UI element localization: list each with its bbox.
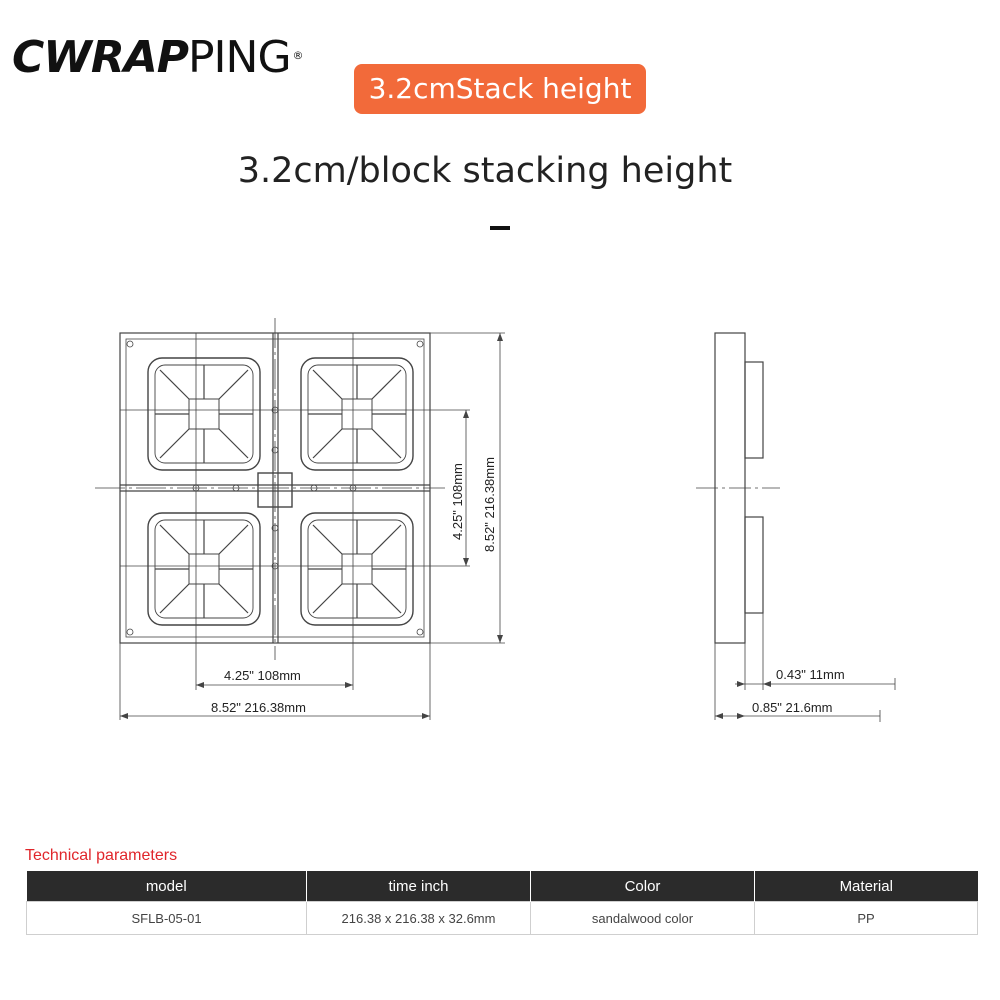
table-header-row <box>27 871 978 902</box>
stack-height-badge: 3.2cmStack height <box>354 64 646 114</box>
header-model: model <box>27 871 307 902</box>
header-time-inch: time inch <box>307 871 531 902</box>
side-view-foot-bottom <box>745 517 763 613</box>
cell-size: 216.38 x 216.38 x 32.6mm <box>307 902 531 935</box>
cell-color: sandalwood color <box>531 902 755 935</box>
logo-bold-text: CWRAP <box>12 32 189 83</box>
dim-label-bottom-outer: 8.52" 216.38mm <box>211 700 306 715</box>
pad-bottom-right <box>301 513 413 625</box>
side-view-foot-top <box>745 362 763 458</box>
pad-top-right <box>301 358 413 470</box>
cell-model: SFLB-05-01 <box>27 902 307 935</box>
dim-label-side-top: 0.43" 11mm <box>776 667 845 682</box>
dim-label-right-outer: 8.52" 216.38mm <box>482 457 497 552</box>
dim-label-bottom-inner: 4.25" 108mm <box>224 668 301 683</box>
pad-bottom-left <box>148 513 260 625</box>
table-row <box>27 902 978 935</box>
dim-label-right-inner: 4.25" 108mm <box>450 463 465 540</box>
spec-table <box>26 871 978 935</box>
registered-mark: ® <box>292 49 304 62</box>
technical-parameters-title: Technical parameters <box>25 847 178 864</box>
cell-material: PP <box>755 902 978 935</box>
logo-thin-text: PING <box>188 32 291 83</box>
pad-top-left <box>148 358 260 470</box>
page-subtitle: 3.2cm/block stacking height <box>237 151 733 191</box>
header-material: Material <box>755 871 978 902</box>
dim-label-side-bottom: 0.85" 21.6mm <box>752 700 833 715</box>
header-color: Color <box>531 871 755 902</box>
